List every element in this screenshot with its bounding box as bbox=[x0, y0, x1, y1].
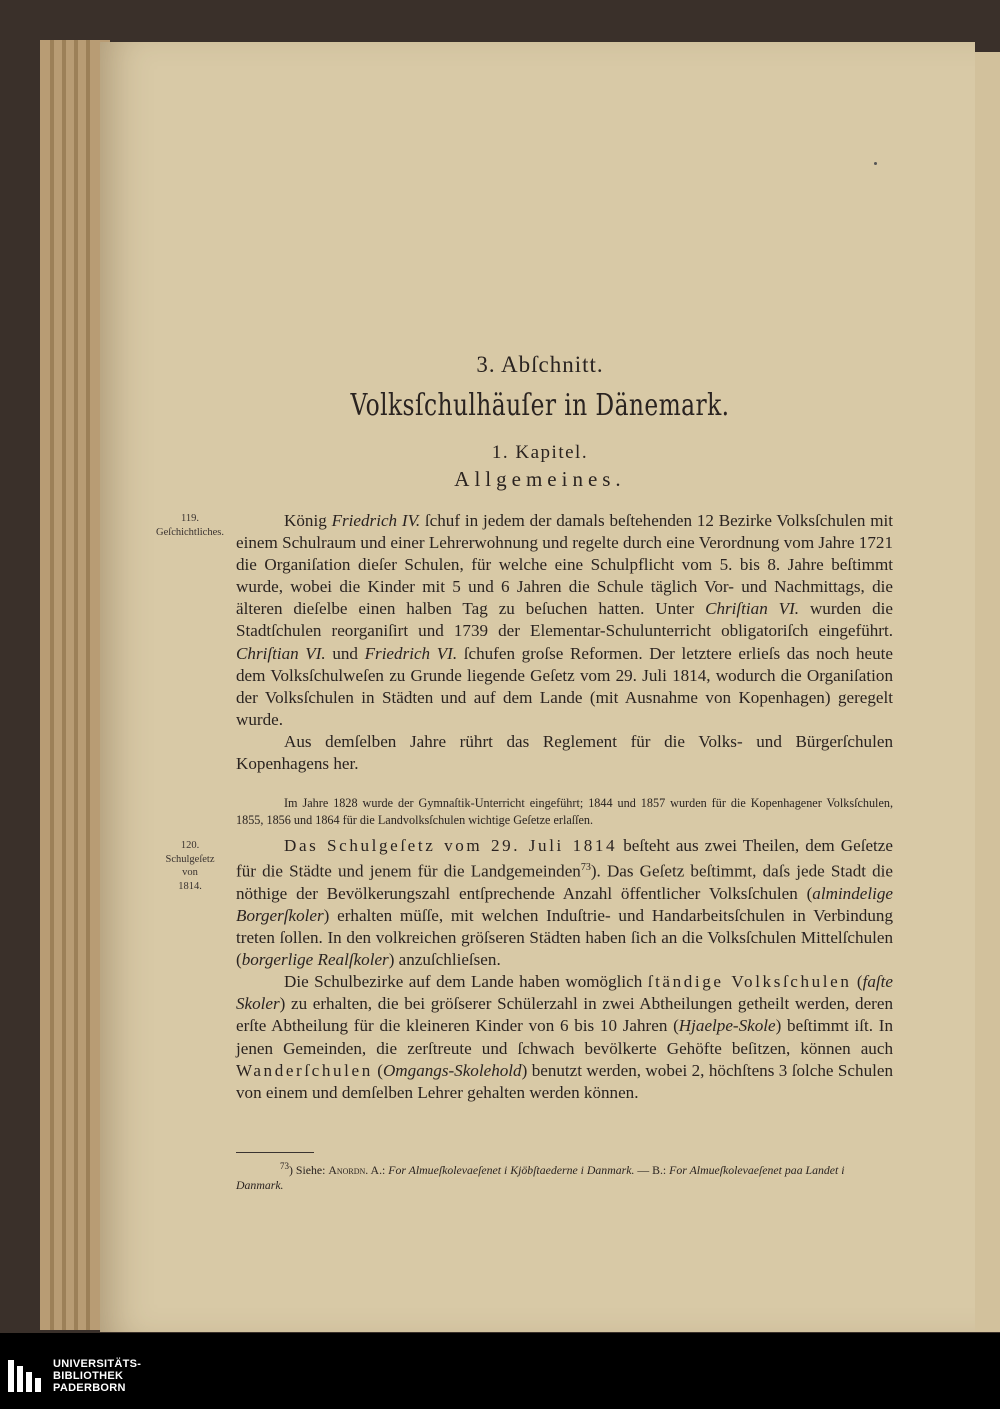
body-paragraphs-2 bbox=[236, 835, 893, 1104]
small-print-note: Im Jahre 1828 wurde der Gymnaſtik-Unterricht eingeführt; 1844 und 1857 wurden für die Kopenhagener Volksſchulen, 1855, 1856 und 1864 für die Landvolksſchulen wichtige Geſetze erlaſſen. bbox=[236, 796, 893, 827]
margin-note-line: Schulgeſetz bbox=[165, 853, 215, 865]
margin-note-119 bbox=[144, 512, 236, 539]
margin-note-label: Geſchichtliches. bbox=[156, 526, 224, 538]
margin-note-number: 120. bbox=[180, 840, 200, 851]
section-title: Volksſchulhäuſer in Dänemark. bbox=[350, 388, 730, 423]
footnote: $^{73}$) Siehe: Anordn. A.: For Almueſkolevaeſenet i Kjöbſtaederne i Danmark. — B.: For Almueſkolevaeſenet paa Landet i Danmark. bbox=[236, 1161, 845, 1193]
body-paragraphs-1 bbox=[236, 510, 893, 775]
chapter-number: 1. Kapitel. bbox=[491, 442, 589, 463]
margin-note-120 bbox=[144, 839, 236, 893]
margin-note-number: 119. bbox=[181, 513, 199, 524]
paragraph: Aus demſelben Jahre rührt das Reglement für die Volks- und Bürgerſchulen Kopenhagens her. bbox=[236, 731, 893, 774]
library-logo-text: UNIVERSITÄTS- BIBLIOTHEK PADERBORN bbox=[53, 1358, 142, 1394]
paragraph: Das Schulgeſetz vom 29. Juli 1814 beſteht aus zwei Theilen, dem Geſetze für die Städte und jenem für die Landgemeinden$^{73}$). Das Geſetz beſtimmt, daſs jede Stadt die nöthige der Bevölkerungszahl entſprechende Anzahl öffentlicher Volksſchulen (almindelige Borgerſkoler) erhalten müſſe, mit welchen Induſtrie- und Handarbeitsſchulen in Verbindung treten ſollen. In den volkreichen gröſseren Städten haben ſich an die Volksſchulen Mittelſchulen (borgerlige Realſkoler) anzuſchlieſsen. bbox=[236, 836, 894, 970]
section-number: 3. Abſchnitt. bbox=[476, 352, 604, 377]
paragraph: König Friedrich IV. ſchuf in jedem der damals beſtehenden 12 Bezirke Volksſchulen mit einem Schulraum und einer Lehrerwohnung und regelte durch eine Verordnung vom Jahre 1721 die Organiſation dieſer Schulen, für welche eine Schulpflicht vom 5. bis 8. Jahre beſtimmt wurde, wobei die Kinder mit 5 und 6 Jahren die Schule täglich Vor- und Nachmittags, die älteren dieſelbe einen halben Tag zu beſuchen hatten. Unter Chriſtian VI. wurden die Stadtſchulen reorganiſirt und 1739 der Elementar-Schulunterricht obligatoriſch eingeführt. Chriſtian VI. und Friedrich VI. ſchufen groſse Reformen. Der letztere erlieſs das noch heute dem Volksſchulweſen zu Grunde liegende Geſetz vom 29. Juli 1814, wodurch die Organiſation der Volksſchulen in Städten und auf dem Lande (mit Ausnahme von Kopenhagen) geregelt wurde. bbox=[236, 511, 894, 729]
margin-note-line: 1814. bbox=[178, 880, 202, 892]
facing-page-edge bbox=[975, 52, 1000, 1332]
page-speck bbox=[874, 162, 877, 165]
footer-bar bbox=[0, 1333, 1000, 1409]
chapter-heading: Allgemeines. bbox=[454, 467, 626, 491]
footnote-rule bbox=[236, 1152, 314, 1153]
margin-note-line: von bbox=[182, 867, 198, 878]
paragraph: Die Schulbezirke auf dem Lande haben womöglich ſtändige Volksſchulen (faſte Skoler) zu erhalten, die bei gröſserer Schülerzahl in zwei Abtheilungen getheilt werden, deren erſte Abtheilung für die kleineren Kinder von 6 bis 10 Jahren (Hjaelpe-Skole) beſtimmt iſt. In jenen Gemeinden, die zerſtreute und ſchwach bevölkerte Gehöfte beſitzen, können auch Wanderſchulen (Omgangs-Skolehold) benutzt werden, wobei 2, höchſtens 3 ſolche Schulen von einem und demſelben Lehrer gehalten werden können. bbox=[236, 972, 893, 1102]
